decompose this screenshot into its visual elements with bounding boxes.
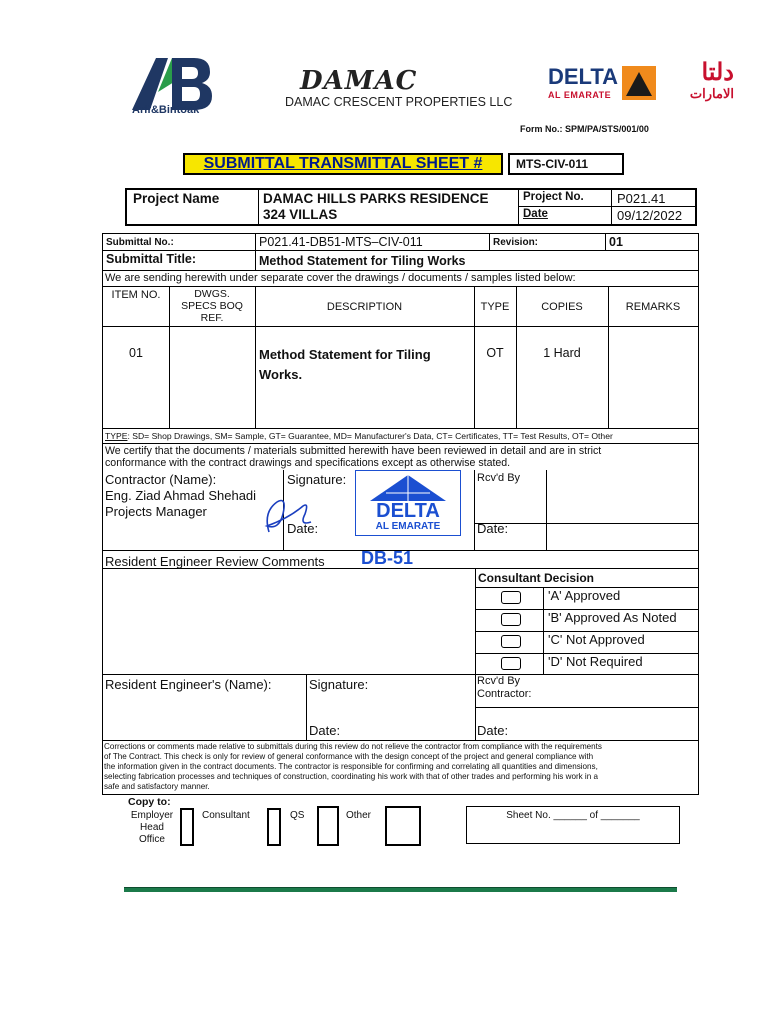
delta-logo-sub: AL EMARATE <box>548 90 612 100</box>
copy-employer-checkbox[interactable] <box>180 808 194 846</box>
delta-logo-word: DELTA <box>548 64 619 89</box>
sheet-no-text: Sheet No. ______ of _______ <box>506 810 640 821</box>
contractor-rcvd-date-label: Date: <box>477 521 509 536</box>
decision-d-label: 'D' Not Required <box>548 654 643 669</box>
decision-c-checkbox[interactable] <box>501 635 521 648</box>
copy-consultant-checkbox[interactable] <box>267 808 281 846</box>
consultant-decision-label: Consultant Decision <box>478 571 595 585</box>
stamp-triangle-icon <box>366 473 450 503</box>
engineer-signature-label: Signature: <box>309 677 369 692</box>
submittal-title-value: Method Statement for Tiling Works <box>259 254 466 268</box>
rcvd-by-contractor-line1: Rcv'd By <box>477 675 521 687</box>
decision-b-checkbox[interactable] <box>501 613 521 626</box>
contractor-signature-label: Signature: <box>287 472 347 487</box>
disclaimer-line5: safe and satisfactory manner. <box>104 782 210 791</box>
project-name-line2: 324 VILLAS <box>263 207 338 222</box>
col-ref-header-line3: REF. <box>200 312 224 324</box>
contractor-name-label: Contractor (Name): <box>105 472 217 487</box>
decision-c-label: 'C' Not Approved <box>548 632 645 647</box>
submittal-no-label: Submittal No.: <box>106 237 174 248</box>
type-legend-label: TYPE <box>105 431 128 441</box>
arif-bintoak-logo-text: Arif&Bintoak <box>132 104 200 116</box>
stamp-delta-text: DELTA <box>376 500 440 522</box>
engineer-date-label: Date: <box>309 723 341 738</box>
rcvd-by-contractor-line2: Contractor: <box>477 688 532 700</box>
certify-line1: We certify that the documents / materials submitted herewith have been reviewed in detail and are in strict <box>105 445 602 457</box>
contractor-rcvd-label: Rcv'd By <box>477 472 521 484</box>
rcvd-contractor-date-label: Date: <box>477 723 509 738</box>
company-stamp <box>355 470 461 536</box>
resident-engineer-label: Resident Engineer's (Name): <box>105 677 272 692</box>
copy-other-checkbox[interactable] <box>385 806 421 846</box>
contractor-role: Projects Manager <box>105 504 207 519</box>
copy-consultant-label: Consultant <box>202 810 250 821</box>
signature-mark <box>259 492 315 538</box>
revision-label: Revision: <box>493 237 539 248</box>
footer-divider <box>124 887 677 892</box>
delta-logo-arabic-sub: الامارات <box>689 86 734 101</box>
sheet-number-box <box>466 806 680 844</box>
row-description-line1: Method Statement for Tiling <box>259 347 431 362</box>
intro-text: We are sending herewith under separate cover the drawings / documents / samples listed below: <box>105 272 576 284</box>
sheet-title: SUBMITTAL TRANSMITTAL SHEET # <box>183 153 503 175</box>
copy-employer-line1: Employer <box>130 810 174 821</box>
submittal-title-label: Submittal Title: <box>106 252 197 266</box>
form-number: Form No.: SPM/PA/STS/001/00 <box>520 124 649 134</box>
copy-qs-label: QS <box>290 810 305 821</box>
submittal-no-value: P021.41-DB51-MTS–CIV-011 <box>259 235 423 249</box>
disclaimer-line2: of The Contract. This check is only for review of general conformance with the design concept of the project and general compliance with <box>104 752 594 761</box>
review-comments-label: Resident Engineer Review Comments <box>105 554 325 569</box>
decision-b-label: 'B' Approved As Noted <box>548 610 677 625</box>
delta-triangle-icon <box>622 66 656 100</box>
decision-a-checkbox[interactable] <box>501 591 521 604</box>
decision-d-checkbox[interactable] <box>501 657 521 670</box>
col-remarks-header: REMARKS <box>625 301 681 313</box>
delta-logo-arabic: دلتا <box>701 59 734 86</box>
col-ref-header-line2: SPECS BOQ <box>181 300 243 312</box>
row-description-line2: Works. <box>259 367 303 382</box>
project-name-line1: DAMAC HILLS PARKS RESIDENCE <box>263 191 489 206</box>
contractor-name: Eng. Ziad Ahmad Shehadi <box>105 488 257 503</box>
type-legend-text: : SD= Shop Drawings, SM= Sample, GT= Guarantee, MD= Manufacturer's Data, CT= Certificates, TT= Test Results, OT= Other <box>127 431 613 441</box>
damac-subtitle: DAMAC CRESCENT PROPERTIES LLC <box>285 95 513 109</box>
row-item-no: 01 <box>129 346 143 360</box>
project-date-value: 09/12/2022 <box>617 208 683 223</box>
decision-a-label: 'A' Approved <box>548 588 621 603</box>
copy-qs-checkbox[interactable] <box>317 806 339 846</box>
row-copies: 1 Hard <box>543 346 581 360</box>
revision-value: 01 <box>609 235 623 249</box>
project-date-label: Date <box>523 208 548 220</box>
project-no-label: Project No. <box>523 191 584 203</box>
contractor-date-label: Date: <box>287 521 319 536</box>
stamp-code-text: DB-51 <box>361 548 414 568</box>
col-copies-header: COPIES <box>541 301 583 313</box>
copy-other-label: Other <box>346 810 372 821</box>
sheet-number: MTS-CIV-011 <box>508 153 624 175</box>
project-no-value: P021.41 <box>617 191 666 206</box>
certify-line2: conformance with the contract drawings and specifications except as otherwise stated. <box>105 457 511 469</box>
disclaimer-line4: selecting fabrication processes and techniques of construction, coordinating his work with that of other trades and performing his work in a <box>104 772 598 781</box>
disclaimer-line3: the information given in the contract documents. The contractor is responsible for confirming and correlating all quantities and dimensions, <box>104 762 598 771</box>
project-info-box <box>125 188 697 226</box>
row-type: OT <box>486 346 504 360</box>
col-type-header: TYPE <box>480 301 510 313</box>
copy-employer-line3: Office <box>139 834 165 845</box>
col-description-header: DESCRIPTION <box>326 301 403 313</box>
disclaimer-line1: Corrections or comments made relative to submittals during this review do not relieve the contractor from compliance with the requirements <box>104 742 602 751</box>
project-name-label: Project Name <box>133 191 220 206</box>
damac-logo: DAMAC <box>300 66 418 96</box>
col-item-header: ITEM NO. <box>111 289 161 301</box>
copy-employer <box>128 810 176 846</box>
submittal-form <box>102 233 699 795</box>
stamp-emarate-text: AL EMARATE <box>375 521 441 532</box>
copy-to-label: Copy to: <box>128 796 171 808</box>
copy-employer-line2: Head <box>140 822 164 833</box>
col-ref-header-line1: DWGS. <box>194 288 230 300</box>
type-legend <box>105 431 613 441</box>
